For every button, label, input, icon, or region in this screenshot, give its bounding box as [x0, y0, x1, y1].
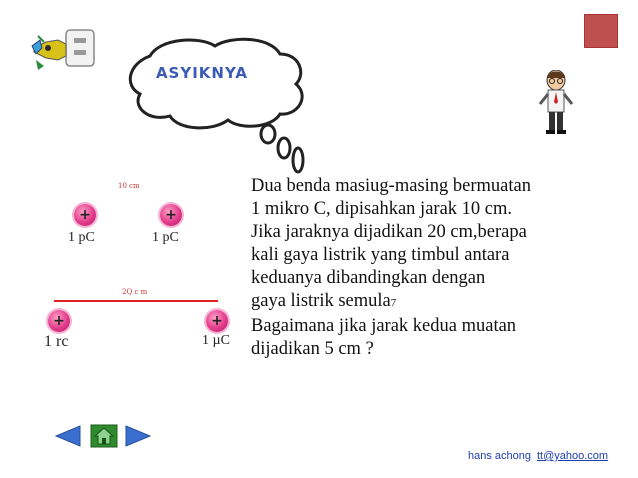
diagram1-left-label: 1 pC	[68, 230, 95, 245]
diagram2-distance-label: 2Q c m	[122, 288, 148, 296]
charge-2a	[48, 310, 70, 332]
question-line: Dua benda masiug-masing bermuatan	[251, 176, 531, 196]
footer-credit	[468, 450, 608, 462]
distance-line	[54, 300, 218, 302]
diagram2-left-label: 1 rc	[44, 333, 69, 350]
diagram2-right-label: 1 µC	[202, 333, 230, 348]
charge-2b	[206, 310, 228, 332]
plus-icon: +	[165, 207, 177, 223]
question-mark-note: 7	[390, 297, 397, 309]
arrow-left-icon[interactable]	[54, 424, 82, 448]
question-line: gaya listrik semula	[251, 291, 391, 311]
teacher-mascot-icon	[538, 70, 574, 136]
question-line: 1 mikro C, dipisahkan jarak 10 cm.	[251, 199, 513, 219]
question-line: keduanya dibandingkan dengan	[251, 268, 486, 288]
arrow-right-icon[interactable]	[124, 424, 152, 448]
footer-author: hans achong	[468, 450, 531, 462]
plus-icon: +	[211, 313, 223, 329]
accent-square	[584, 14, 618, 48]
cloud-title: ASYIKNYA	[155, 64, 249, 82]
footer-email-link[interactable]: tt@yahoo.com	[537, 450, 609, 462]
plug-logo-icon	[28, 26, 98, 74]
charge-1b	[160, 204, 182, 226]
charge-1a	[74, 204, 96, 226]
plus-icon: +	[53, 313, 65, 329]
question-text	[251, 175, 631, 361]
question-line: Jika jaraknya dijadikan 20 cm,berapa	[251, 222, 527, 242]
home-icon[interactable]	[90, 424, 118, 448]
thought-cloud	[120, 36, 320, 186]
followup-line: dijadikan 5 cm ?	[251, 339, 374, 359]
diagram1-right-label: 1 pC	[152, 230, 179, 245]
question-line: kali gaya listrik yang timbul antara	[251, 245, 510, 265]
diagram1-distance-label: 10 cm	[118, 182, 140, 190]
followup-line: Bagaimana jika jarak kedua muatan	[251, 316, 517, 336]
plus-icon: +	[79, 207, 91, 223]
